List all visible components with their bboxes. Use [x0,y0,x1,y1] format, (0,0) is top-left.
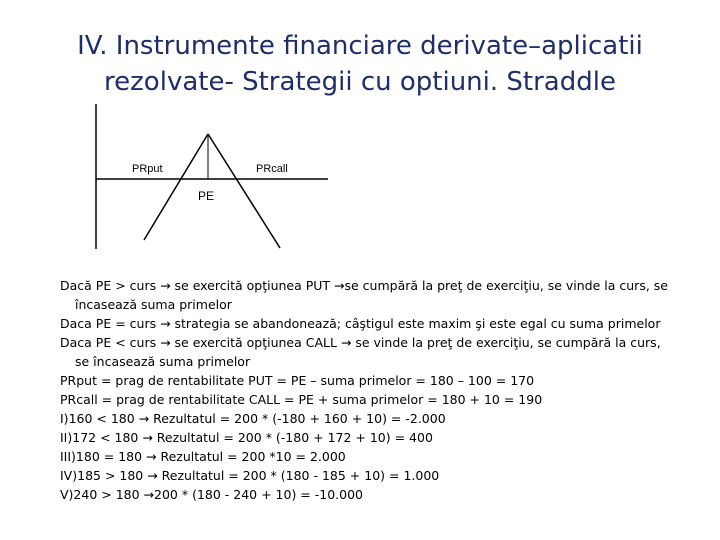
title-line-1: IV. Instrumente financiare derivate–aplicatii [77,31,643,61]
explanation-text [60,276,672,504]
text-line: Daca PE < curs → se exercită opţiunea CALL → se vinde la preţ de exerciţiu, se cumpără la curs, se încasează suma primelor [60,335,661,369]
prcall-label: PRcall [256,163,288,175]
text-line: V)240 > 180 →200 * (180 - 240 + 10) = -10.000 [60,487,363,502]
text-line: Dacă PE > curs → se exercită opţiunea PUT →se cumpără la preţ de exerciţiu, se vinde la curs, se încasează suma primelor [60,278,668,312]
call-payoff-line [208,134,280,248]
text-line: PRput = prag de rentabilitate PUT = PE – suma primelor = 180 – 100 = 170 [60,373,535,388]
text-line: I)160 < 180 → Rezultatul = 200 * (-180 + 160 + 10) = -2.000 [60,411,446,426]
text-line: II)172 < 180 → Rezultatul = 200 * (-180 + 172 + 10) = 400 [60,430,433,445]
text-line: III)180 = 180 → Rezultatul = 200 *10 = 2.000 [60,449,346,464]
pe-label: PE [198,189,215,203]
straddle-diagram [80,104,340,254]
title-line-2: rezolvate- Strategii cu optiuni. Straddle [104,67,616,97]
slide-title [0,28,720,100]
text-line: PRcall = prag de rentabilitate CALL = PE + suma primelor = 180 + 10 = 190 [60,392,543,407]
put-payoff-line [144,134,208,240]
text-line: IV)185 > 180 → Rezultatul = 200 * (180 - 185 + 10) = 1.000 [60,468,440,483]
text-line: Daca PE = curs → strategia se abandonează; câştigul este maxim şi este egal cu suma primelor [60,316,661,331]
prput-label: PRput [132,163,163,175]
